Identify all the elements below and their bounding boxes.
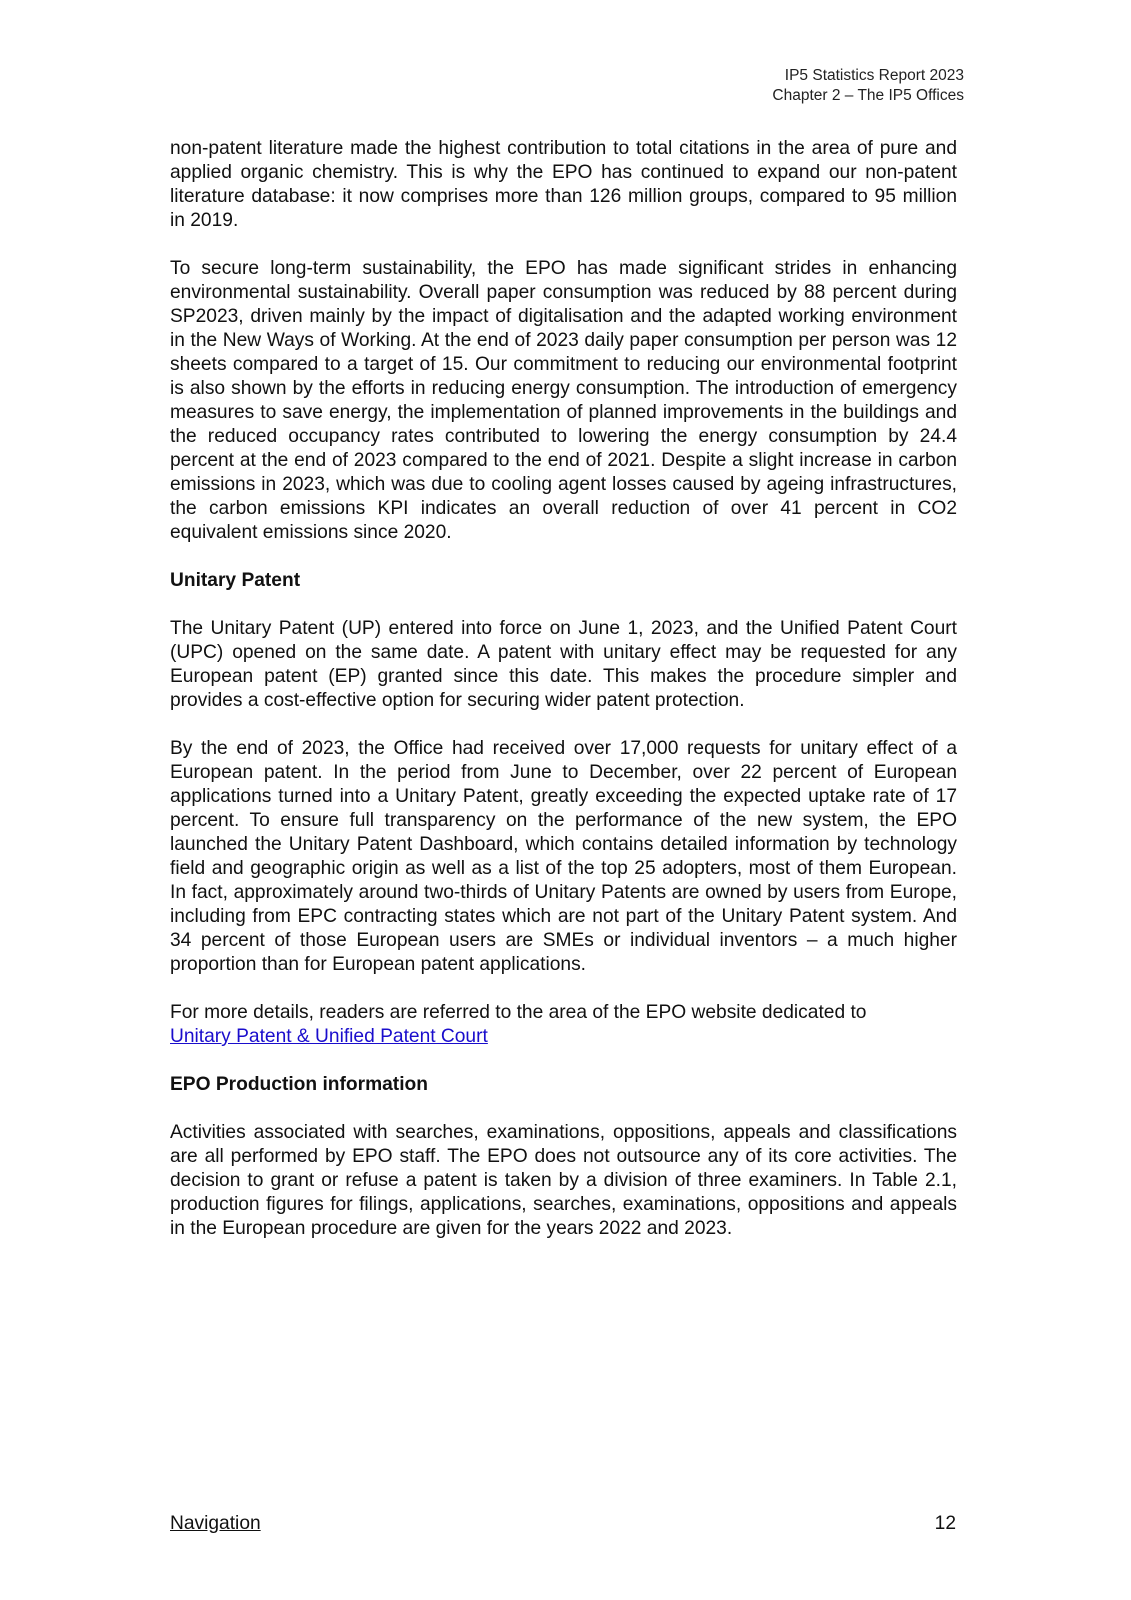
paragraph-epo-production: Activities associated with searches, examinations, oppositions, appeals and classifications are all performed by EPO staff. The EPO does not outsource any of its core activities. The decision to grant or refuse a patent is taken by a division of three examiners. In Table 2.1, production figures for filings, applications, searches, examinations, oppositions and appeals in the European procedure are given for the years 2022 and 2023. bbox=[170, 1122, 957, 1239]
paragraph-more-details bbox=[170, 1001, 957, 1049]
paragraph-unitary-patent-uptake: By the end of 2023, the Office had received over 17,000 requests for unitary effect of a European patent. In the period from June to December, over 22 percent of European applications turned into a Unitary Patent, greatly exceeding the expected uptake rate of 17 percent. To ensure full transparency on the performance of the new system, the EPO launched the Unitary Patent Dashboard, which contains detailed information by technology field and geographic origin as well as a list of the top 25 adopters, most of them European. In fact, approximately around two-thirds of Unitary Patents are owned by users from Europe, including from EPC contracting states which are not part of the Unitary Patent system. And 34 percent of those European users are SMEs or individual inventors – a much higher proportion than for European patent applications. bbox=[170, 738, 957, 975]
header-report-title: IP5 Statistics Report 2023 bbox=[784, 67, 964, 84]
more-details-text: For more details, readers are referred to the area of the EPO website dedicated to bbox=[170, 1002, 867, 1023]
header-chapter-title: Chapter 2 – The IP5 Offices bbox=[772, 87, 964, 104]
page-number: 12 bbox=[934, 1513, 956, 1534]
section-heading-unitary-patent: Unitary Patent bbox=[170, 570, 301, 591]
page-header bbox=[772, 66, 964, 106]
unitary-patent-link[interactable]: Unitary Patent & Unified Patent Court bbox=[170, 1026, 488, 1047]
navigation-link[interactable]: Navigation bbox=[170, 1513, 261, 1534]
section-heading-epo-production: EPO Production information bbox=[170, 1074, 428, 1095]
paragraph-unitary-patent-intro: The Unitary Patent (UP) entered into force on June 1, 2023, and the Unified Patent Court (UPC) opened on the same date. A patent with unitary effect may be requested for any European patent (EP) granted since this date. This makes the procedure simpler and provides a cost-effective option for securing wider patent protection. bbox=[170, 618, 957, 711]
paragraph-npl-citations: non-patent literature made the highest contribution to total citations in the area of pure and applied organic chemistry. This is why the EPO has continued to expand our non-patent literature database: it now comprises more than 126 million groups, compared to 95 million in 2019. bbox=[170, 138, 957, 231]
paragraph-sustainability: To secure long-term sustainability, the EPO has made significant strides in enhancing environmental sustainability. Overall paper consumption was reduced by 88 percent during SP2023, driven mainly by the impact of digitalisation and the adapted working environment in the New Ways of Working. At the end of 2023 daily paper consumption per person was 12 sheets compared to a target of 15. Our commitment to reducing our environmental footprint is also shown by the efforts in reducing energy consumption. The introduction of emergency measures to save energy, the implementation of planned improvements in the buildings and the reduced occupancy rates contributed to lowering the energy consumption by 24.4 percent at the end of 2023 compared to the end of 2021. Despite a slight increase in carbon emissions in 2023, which was due to cooling agent losses caused by ageing infrastructures, the carbon emissions KPI indicates an overall reduction of over 41 percent in CO2 equivalent emissions since 2020. bbox=[170, 258, 957, 543]
main-content bbox=[170, 137, 957, 1265]
